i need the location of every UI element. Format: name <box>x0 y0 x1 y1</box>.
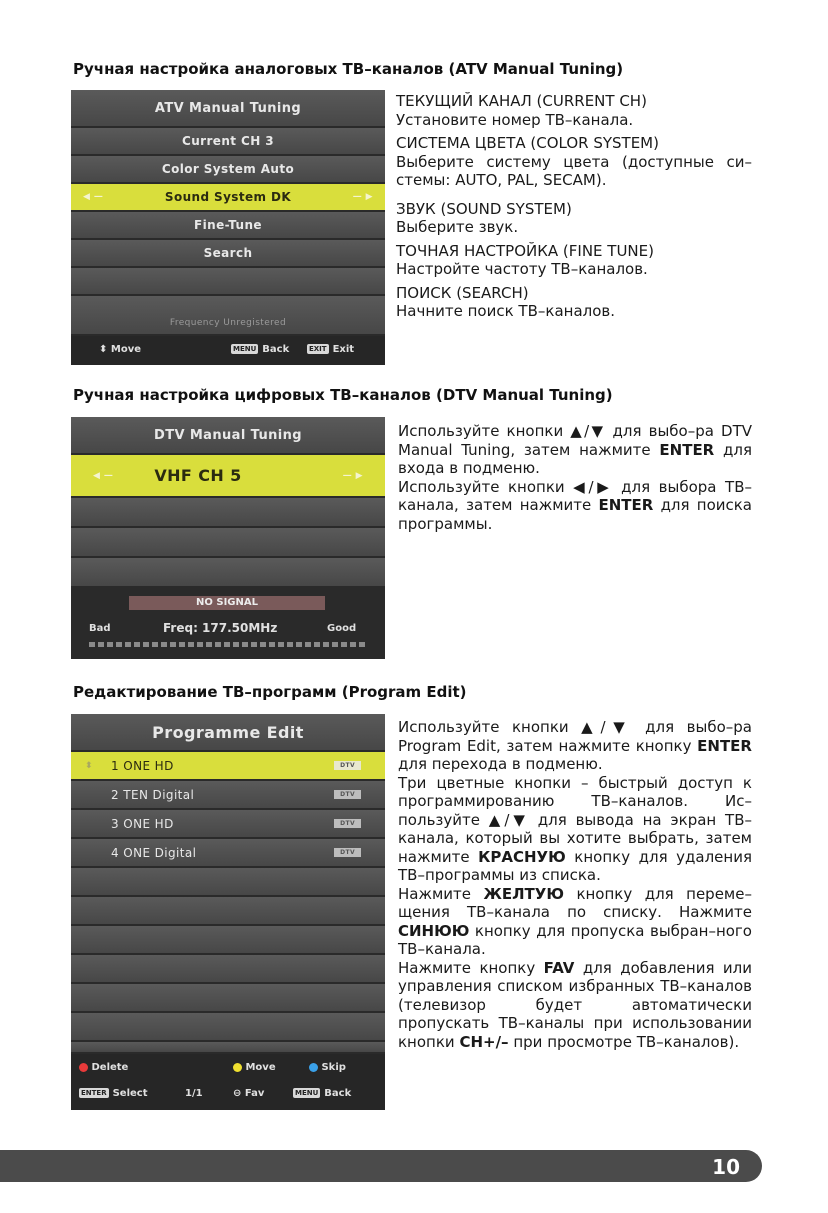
dtv-description <box>398 422 752 533</box>
menu-key-icon: MENU <box>295 1089 319 1097</box>
dtv-tag: DTV <box>334 819 361 828</box>
text-span: Используйте кнопки ▲/▼ для выбо–ра DTV Manual Tuning, затем нажмите <box>398 422 752 459</box>
text-span: кнопку для пропуска выбран–ного ТВ–канала. <box>398 921 752 958</box>
dtv-signal-panel <box>71 588 385 659</box>
program-edit-title: Programme Edit <box>71 714 385 752</box>
atv-menu-title: ATV Manual Tuning <box>71 90 385 128</box>
program-name: 2 TEN Digital <box>111 787 195 802</box>
enter-keyword: ENTER <box>598 496 654 514</box>
up-down-icon: ⬍ <box>85 760 93 771</box>
delete-hint <box>79 1062 128 1073</box>
text-span: для перехода в подменю. <box>398 755 603 773</box>
text-span: для добавления или управления списком избранных ТВ–каналов (телевизор будет автоматически пропускать ТВ–каналы при использовании кнопки <box>398 958 752 1051</box>
dtv-heading: Ручная настройка цифровых ТВ–каналов (DTV Manual Tuning) <box>73 386 613 404</box>
dtv-paragraph-1 <box>398 422 752 478</box>
atv-footer-exit-label: Exit <box>332 344 355 355</box>
select-hint <box>79 1088 148 1099</box>
dtv-channel-label: VHF CH 5 <box>154 466 242 485</box>
edit-paragraph-2 <box>398 774 752 885</box>
atv-status: Frequency Unregistered <box>71 296 385 336</box>
text-span: Нажмите <box>398 884 472 903</box>
dtv-paragraph-2 <box>398 478 752 534</box>
ch-keyword: CH+/– <box>459 1032 509 1051</box>
text-span: Нажмите кнопку <box>398 958 536 977</box>
desc-title: ПОИСК (SEARCH) <box>396 283 529 302</box>
dtv-good-label: Good <box>327 623 357 634</box>
text-span: Три цветные кнопки – быстрый доступ к программированию ТВ–каналов. Ис–пользуйте ▲/▼ для вывода на экран ТВ–канала, который вы хотите выбрать, затем нажмите <box>398 773 752 866</box>
program-empty-row <box>71 926 385 955</box>
dtv-empty-row <box>71 498 385 528</box>
atv-footer-back-label: Back <box>262 344 290 355</box>
atv-item-sound-system[interactable] <box>71 184 385 212</box>
text-span: Используйте кнопки ◀/▶ для выбора ТВ–канала, затем нажмите <box>398 477 752 514</box>
text-span: кнопку для переме–щения ТВ–канала по списку. Нажмите <box>398 884 752 921</box>
back-label: Back <box>324 1088 352 1099</box>
dtv-channel-selector[interactable] <box>71 455 385 498</box>
program-edit-footer <box>71 1054 385 1110</box>
desc-title: СИСТЕМА ЦВЕТА (COLOR SYSTEM) <box>396 134 659 152</box>
fav-hint <box>233 1088 264 1099</box>
dtv-tag: DTV <box>334 761 361 770</box>
atv-empty-row <box>71 268 385 296</box>
edit-description <box>398 718 752 1051</box>
move-hint <box>233 1062 276 1073</box>
yellow-button-icon <box>233 1063 242 1072</box>
desc-sound-system <box>396 200 752 237</box>
program-row[interactable] <box>71 781 385 810</box>
fav-icon: ⊖ <box>233 1088 242 1099</box>
menu-key-icon: MENU <box>233 345 257 353</box>
select-label: Select <box>112 1088 148 1099</box>
program-name: 1 ONE HD <box>111 758 174 773</box>
atv-descriptions <box>396 92 752 321</box>
blue-keyword: СИНЮЮ <box>398 921 470 940</box>
page-footer-bar <box>0 1150 762 1182</box>
dtv-menu-screen <box>71 417 385 659</box>
skip-hint <box>309 1062 346 1073</box>
edit-paragraph-3 <box>398 885 752 959</box>
desc-current-ch <box>396 92 752 129</box>
atv-item-fine-tune[interactable]: Fine-Tune <box>71 212 385 240</box>
page-indicator: 1/1 <box>185 1088 203 1099</box>
desc-body: Установите номер ТВ–канала. <box>396 110 634 129</box>
left-arrow-icon: ◀ — <box>93 470 114 481</box>
program-row[interactable] <box>71 752 385 781</box>
desc-body: Начните поиск ТВ–каналов. <box>396 302 616 320</box>
dtv-tag: DTV <box>334 848 361 857</box>
text-span: для входа в подменю. <box>398 440 752 477</box>
edit-heading: Редактирование ТВ–программ (Program Edit) <box>73 683 467 701</box>
program-name: 3 ONE HD <box>111 816 174 831</box>
atv-heading: Ручная настройка аналоговых ТВ–каналов (ATV Manual Tuning) <box>73 60 624 78</box>
program-empty-row <box>71 984 385 1013</box>
desc-title: ЗВУК (SOUND SYSTEM) <box>396 199 572 218</box>
atv-item-current-ch[interactable]: Current CH 3 <box>71 128 385 156</box>
left-arrow-icon: ◀ — <box>83 192 104 202</box>
blue-button-icon <box>309 1063 318 1072</box>
atv-menu-screen <box>71 90 385 365</box>
text-span: для поиска программы. <box>398 496 753 533</box>
fav-label: Fav <box>244 1088 265 1099</box>
atv-footer-exit <box>307 344 354 355</box>
program-empty-row <box>71 955 385 984</box>
atv-item-sound-system-label: Sound System DK <box>164 190 292 204</box>
dtv-freq: Freq: 177.50MHz <box>163 621 278 635</box>
desc-body: Выберите систему цвета (доступные си–стемы: AUTO, PAL, SECAM). <box>396 152 752 189</box>
delete-label: Delete <box>91 1062 129 1073</box>
program-row[interactable] <box>71 810 385 839</box>
program-name: 4 ONE Digital <box>111 845 197 860</box>
desc-title: ТОЧНАЯ НАСТРОЙКА (FINE TUNE) <box>396 241 654 260</box>
back-hint <box>293 1088 351 1099</box>
desc-body: Выберите звук. <box>396 218 519 236</box>
program-empty-row <box>71 868 385 897</box>
atv-item-search[interactable]: Search <box>71 240 385 268</box>
red-keyword: КРАСНУЮ <box>478 847 566 866</box>
right-arrow-icon: — ▶ <box>352 192 373 202</box>
desc-search <box>396 284 752 321</box>
atv-footer-move <box>99 344 141 355</box>
atv-footer-move-label: Move <box>110 344 141 355</box>
dtv-menu-title: DTV Manual Tuning <box>71 417 385 455</box>
skip-label: Skip <box>321 1062 346 1073</box>
dtv-bad-label: Bad <box>89 623 111 634</box>
dtv-empty-row <box>71 558 385 588</box>
dtv-no-signal: NO SIGNAL <box>129 596 325 610</box>
exit-key-icon: EXIT <box>309 345 327 353</box>
program-empty-row <box>71 1042 385 1054</box>
signal-strength-bar <box>89 642 365 647</box>
dtv-tag: DTV <box>334 790 361 799</box>
up-down-icon: ⬍ <box>99 344 108 355</box>
program-empty-row <box>71 1013 385 1042</box>
yellow-keyword: ЖЕЛТУЮ <box>483 884 564 903</box>
program-empty-row <box>71 897 385 926</box>
edit-paragraph-4 <box>398 959 752 1052</box>
red-button-icon <box>79 1063 88 1072</box>
desc-title: ТЕКУЩИЙ КАНАЛ (CURRENT CH) <box>396 92 647 110</box>
desc-body: Настройте частоту ТВ–каналов. <box>396 260 648 278</box>
text-span: при просмотре ТВ–каналов). <box>513 1032 740 1051</box>
enter-keyword: ENTER <box>659 440 715 459</box>
atv-footer <box>71 336 385 365</box>
enter-key-icon: ENTER <box>81 1089 107 1097</box>
desc-fine-tune <box>396 242 752 279</box>
page-number: 10 <box>712 1155 740 1179</box>
move-label: Move <box>245 1062 276 1073</box>
program-edit-screen <box>71 714 385 1110</box>
fav-keyword: FAV <box>543 958 575 977</box>
edit-paragraph-1 <box>398 718 752 774</box>
enter-keyword: ENTER <box>697 736 752 755</box>
dtv-empty-row <box>71 528 385 558</box>
text-span: кнопку для удаления ТВ–программы из списка. <box>398 847 752 884</box>
atv-footer-back <box>231 344 289 355</box>
program-row[interactable] <box>71 839 385 868</box>
desc-color-system <box>396 134 752 190</box>
right-arrow-icon: — ▶ <box>342 470 363 481</box>
atv-item-color-system[interactable]: Color System Auto <box>71 156 385 184</box>
text-span: Используйте кнопки ▲/▼ для выбо–ра Program Edit, затем нажмите кнопку <box>398 718 752 755</box>
